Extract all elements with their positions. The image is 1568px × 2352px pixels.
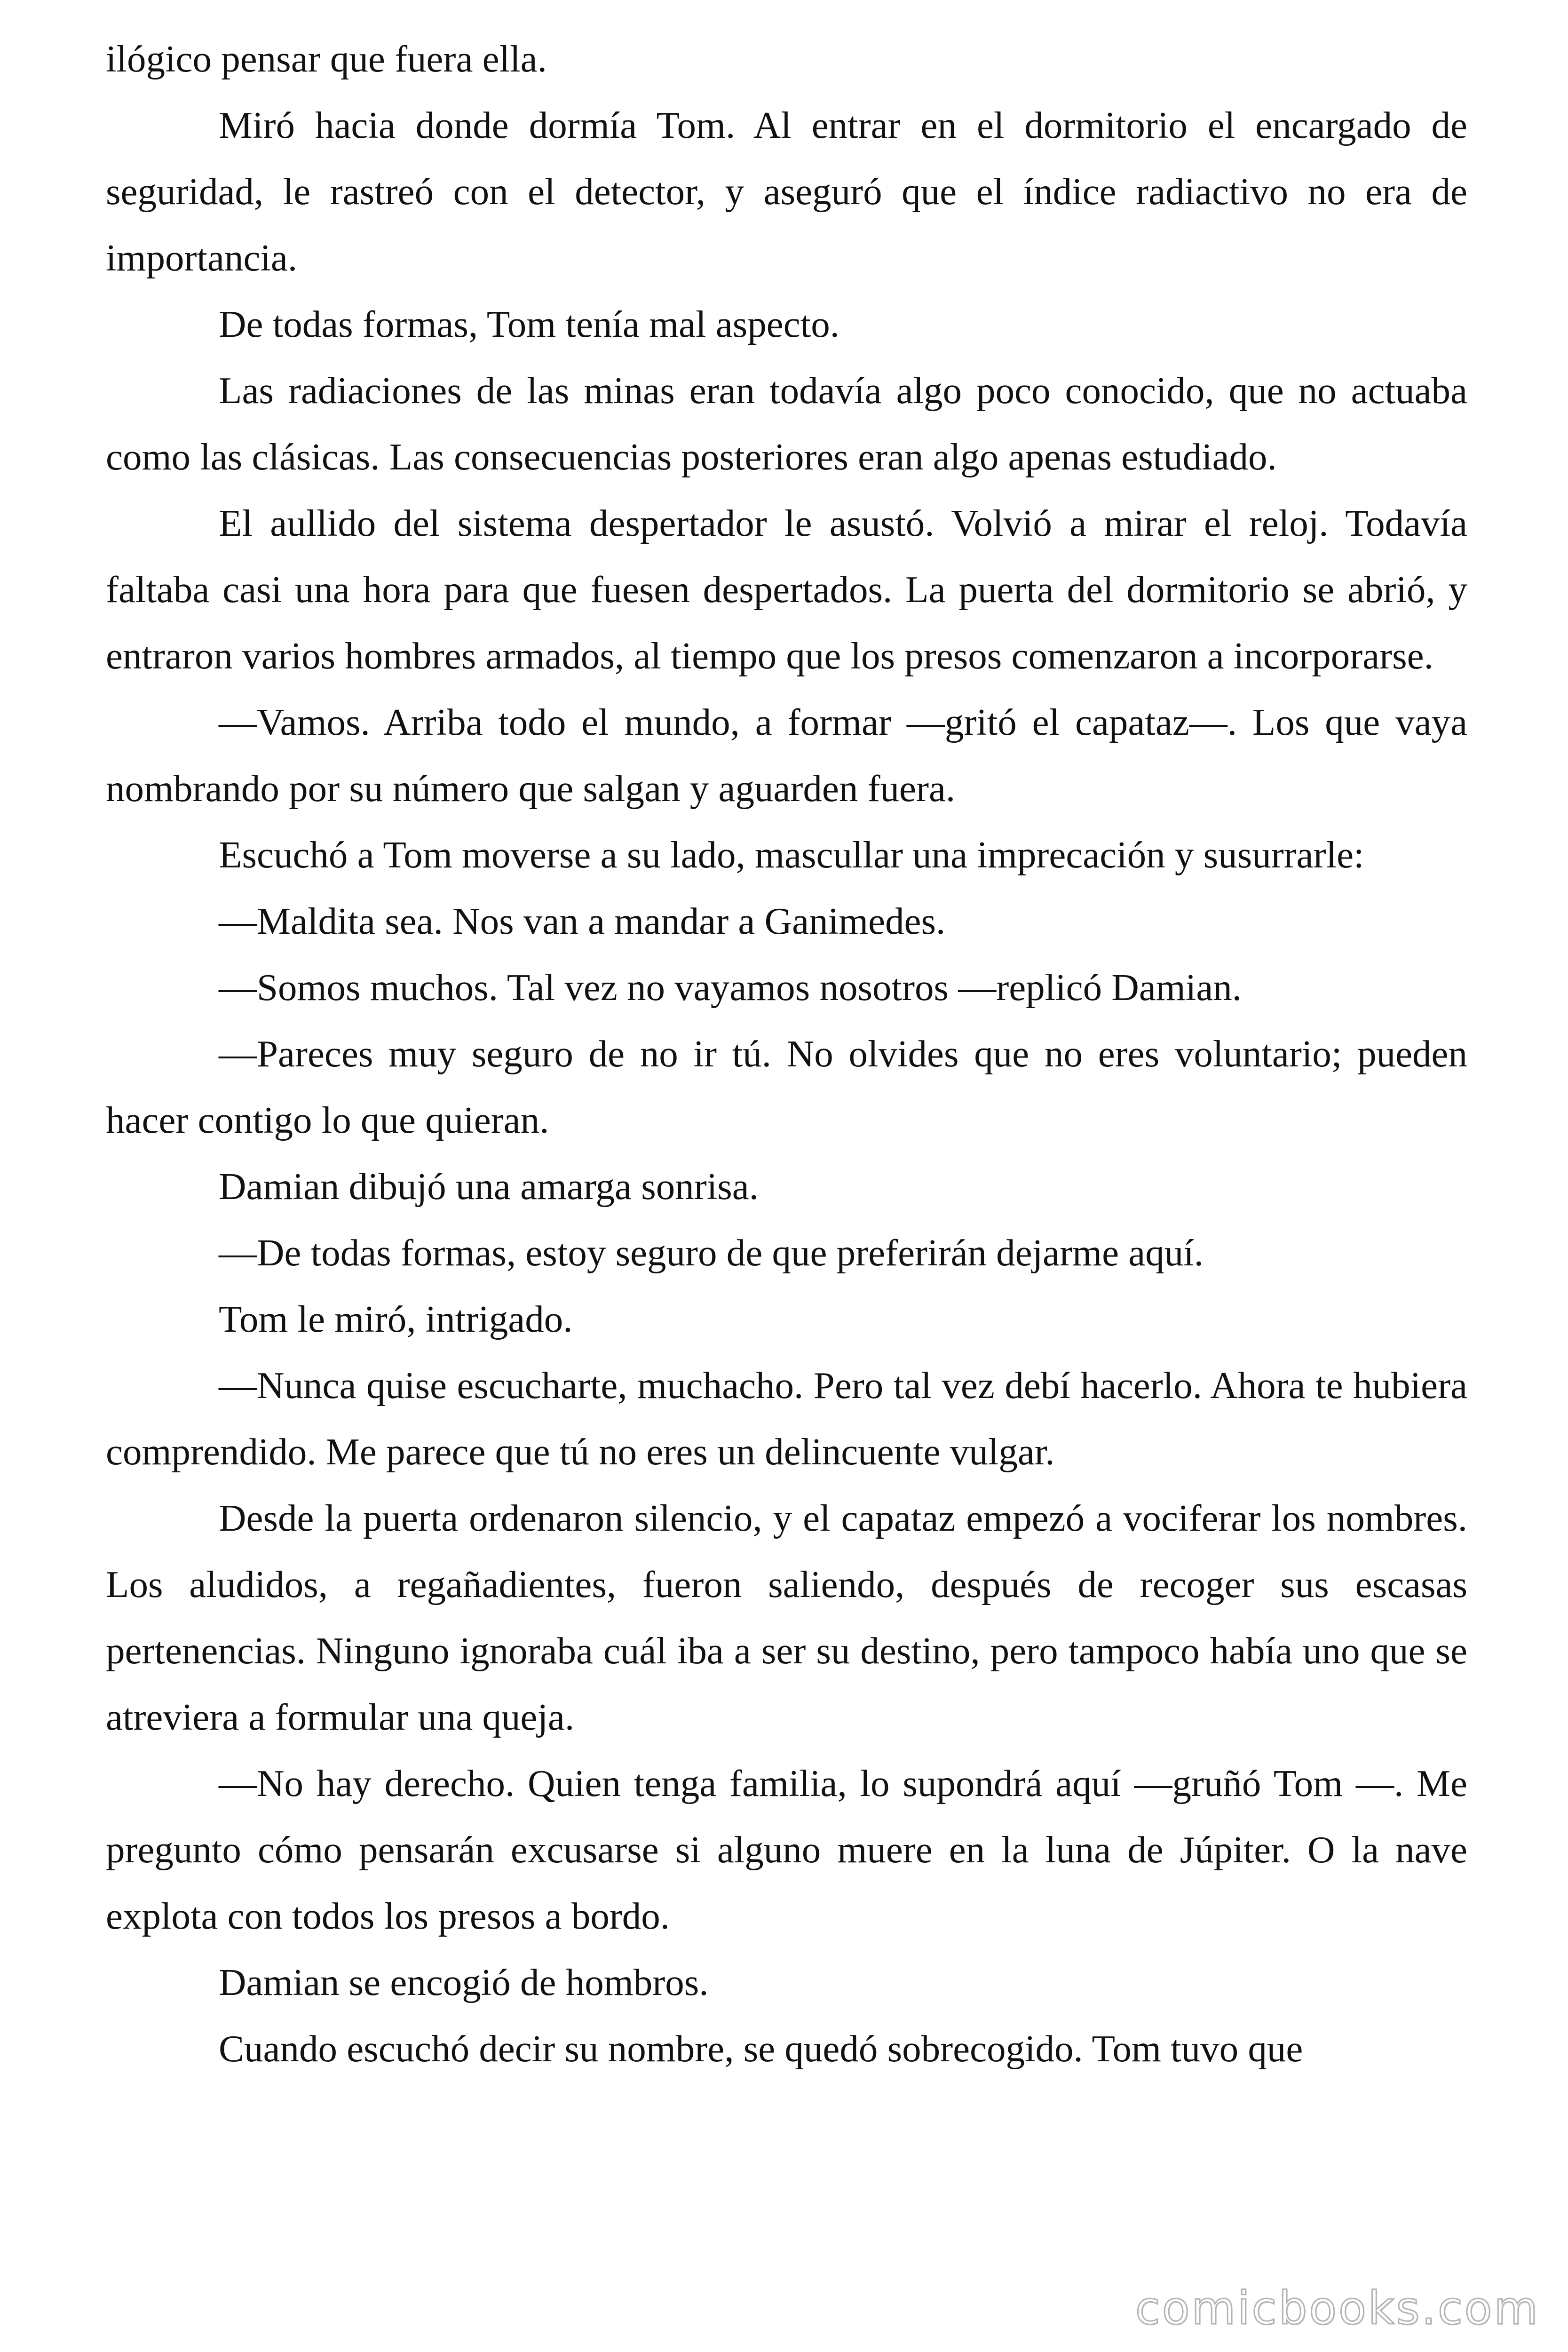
paragraph-continued: ilógico pensar que fuera ella. (106, 38, 547, 80)
paragraph: —Somos muchos. Tal vez no vayamos nosotros —replicó Damian. (219, 966, 1242, 1009)
paragraph: El aullido del sistema despertador le asustó. Volvió a mirar el reloj. Todavía faltaba casi una hora para que fuesen despertados. La puerta del dormitorio se abrió, y entraron varios hombres armados, al tiempo que los presos comenzaron a incorporarse. (106, 502, 1467, 677)
paragraph: —Pareces muy seguro de no ir tú. No olvides que no eres voluntario; pueden hacer contigo lo que quieran. (106, 1033, 1467, 1141)
paragraph: Tom le miró, intrigado. (219, 1298, 573, 1340)
paragraph: Las radiaciones de las minas eran todavía algo poco conocido, que no actuaba como las clásicas. Las consecuencias posteriores eran algo apenas estudiado. (106, 369, 1467, 478)
paragraph: —Maldita sea. Nos van a mandar a Ganimedes. (219, 900, 946, 942)
paragraph: Miró hacia donde dormía Tom. Al entrar en el dormitorio el encargado de seguridad, le rastreó con el detector, y aseguró que el índice radiactivo no era de importancia. (106, 104, 1467, 279)
paragraph: Damian se encogió de hombros. (219, 1961, 709, 2003)
paragraph: Damian dibujó una amarga sonrisa. (219, 1165, 759, 1208)
paragraph: —Nunca quise escucharte, muchacho. Pero tal vez debí hacerlo. Ahora te hubiera comprendido. Me parece que tú no eres un delincuente vulgar. (106, 1364, 1467, 1473)
paragraph: De todas formas, Tom tenía mal aspecto. (219, 303, 839, 345)
paragraph: —Vamos. Arriba todo el mundo, a formar —gritó el capataz—. Los que vaya nombrando por su número que salgan y aguarden fuera. (106, 701, 1467, 810)
watermark: comicbooks.com (1135, 2282, 1540, 2335)
paragraph: —De todas formas, estoy seguro de que preferirán dejarme aquí. (219, 1232, 1204, 1274)
body-text (106, 26, 1467, 2082)
paragraph: Escuchó a Tom moverse a su lado, mascullar una imprecación y susurrarle: (219, 834, 1364, 876)
paragraph: —No hay derecho. Quien tenga familia, lo supondrá aquí —gruñó Tom —. Me pregunto cómo pensarán excusarse si alguno muere en la luna de Júpiter. O la nave explota con todos los presos a bordo. (106, 1762, 1467, 1937)
paragraph: Desde la puerta ordenaron silencio, y el capataz empezó a vociferar los nombres. Los aludidos, a regañadientes, fueron saliendo, después de recoger sus escasas pertenencias. Ninguno ignoraba cuál iba a ser su destino, pero tampoco había uno que se atreviera a formular una queja. (106, 1497, 1467, 1738)
paragraph: Cuando escuchó decir su nombre, se quedó sobrecogido. Tom tuvo que (219, 2027, 1303, 2070)
